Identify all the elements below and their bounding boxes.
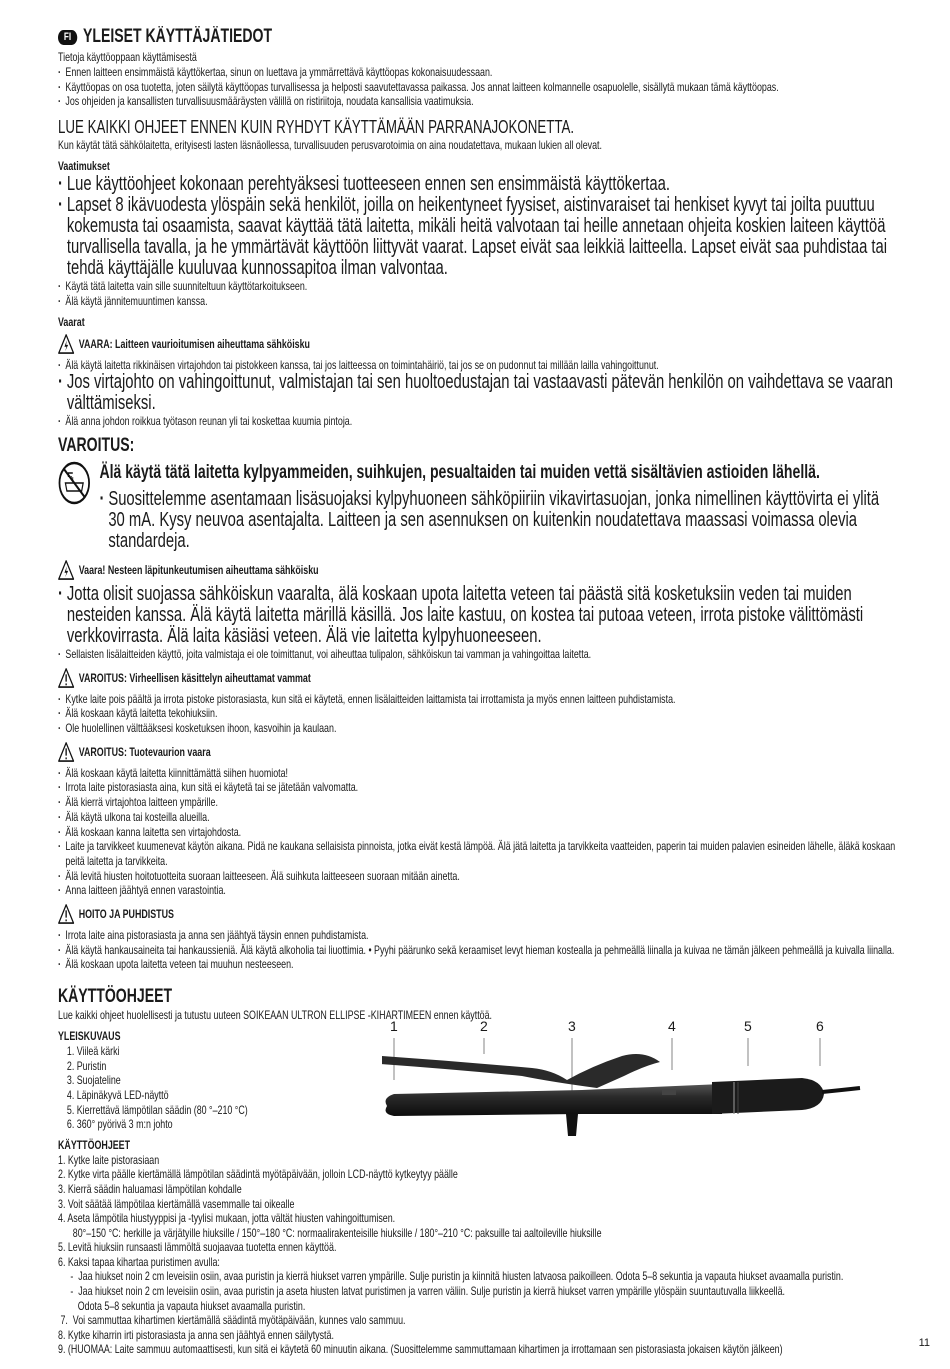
requirements-heading: Vaatimukset — [58, 159, 110, 174]
warning-liquid-list — [58, 584, 896, 662]
list-item: · Suosittelemme asentamaan lisäsuojaksi kylpyhuoneen sähköpiiriin vikavirtasuojan, jonka nimellinen käyttövirta ei ylitä 30 mA. Kysy neuvoa asentajalta. Laitteen ja sen asennuksen on kuitenkin noudatettava maassasi voimassa olevia standardeja. — [99, 489, 895, 552]
warning-cleaning-list — [58, 928, 896, 972]
list-item: · Älä koskaan kanna laitetta sen virtajohdosta. — [58, 825, 896, 840]
intro-list — [58, 65, 896, 109]
intro-heading: Tietoja käyttöoppaan käyttämisestä — [58, 50, 197, 64]
list-item: 7. Voi sammuttaa kihartimen kiertämällä säädintä myötäpäivään, kunnes valo sammuu. — [58, 1313, 406, 1328]
list-item: · Jotta olisit suojassa sähköiskun vaaralta, älä koskaan upota laitetta veteen tai päästä sitä kosketuksiin veden tai muiden nesteiden kanssa. Älä käytä laitetta märillä käsillä. Jos laite kastuu, on kostea tai putoaa veteen, irrota pistoke välittömästi verkkovirrasta. Älä laita käsiäsi veteen. Älä vie laitetta kylpyhuoneeseen. — [58, 584, 896, 647]
list-item: - Jaa hiukset noin 2 cm leveisiin osiin, avaa puristin ja aseta hiusten latvat puristimen ja varren väliin. Sulje puristin ja kierrä hiukset varren ympärille ylöspäin suuntautuvalla liikkeellä. — [58, 1284, 786, 1299]
bath-warning-title: Älä käytä tätä laitetta kylpyammeiden, suihkujen, pesualtaiden tai muiden vettä sisältävien astioiden lähellä. — [99, 461, 820, 483]
list-item: · Ole huolellinen välttääksesi kosketuksen ihoon, kasvoihin ja kaulaan. — [58, 721, 896, 736]
list-item: - Jaa hiukset noin 2 cm leveisiin osiin, avaa puristin ja kierrä hiukset varren ympärille. Sulje puristin ja kiinnitä hiusten latvaosa paikoilleen. Odota 5–8 sekuntia ja vapauta hiukset avaamalla puristin. — [58, 1269, 844, 1284]
list-item: 1. Kytke laite pistorasiaan — [58, 1152, 160, 1167]
list-item: 5. Kierrettävä lämpötilan säädin (80 °–210 °C) — [66, 1102, 248, 1117]
requirements-list — [58, 174, 896, 308]
warning-electric-list — [58, 358, 896, 429]
warning-text: HOITO JA PUHDISTUS — [78, 907, 174, 922]
product-figure — [382, 1018, 862, 1158]
list-item: 6. Kaksi tapaa kihartaa puristimen avulla: — [58, 1254, 220, 1269]
list-item: 3. Kierrä säädin haluamasi lämpötilan kohdalle — [58, 1181, 242, 1196]
list-item: · Lue käyttöohjeet kokonaan perehtyäksesi tuotteeseen ennen sen ensimmäistä käyttökertaa. — [58, 174, 896, 195]
list-item: 2. Puristin — [66, 1058, 107, 1073]
warning-icon — [58, 904, 74, 924]
list-item: 80°–150 °C: herkille ja värjätyille hiuksille / 150°–180 °C: normaalirakenteisille hiuksille / 180°–210 °C: paksuille tai aaltoileville hiuksille — [58, 1225, 602, 1240]
warning-product-list — [58, 766, 896, 898]
list-item: · Älä koskaan käytä laitetta tekohiuksiin. — [58, 706, 896, 721]
list-item: · Jos virtajohto on vahingoittunut, valmistajan tai sen huoltoedustajan tai vastaavasti pätevän henkilön on vaihdettava se vaaran välttämiseksi. — [58, 372, 896, 414]
list-item: 4. Läpinäkyvä LED-näyttö — [66, 1087, 169, 1102]
list-item: 2. Kytke virta päälle kiertämällä lämpötilan säädintä myötäpäivään, jolloin LCD-näyttö kytkeytyy päälle — [58, 1167, 458, 1182]
figure-label: 4 — [668, 1018, 676, 1034]
instructions-list — [58, 1153, 896, 1357]
list-item: · Lapset 8 ikävuodesta ylöspäin sekä henkilöt, joilla on heikentyneet fyysiset, aistinvaraiset tai henkiset kyvyt tai joilta puuttuu kokemusta tai osaamista, saavat käyttää tätä laitetta, mikäli heitä valvotaan tai heille annetaan ohjeita koskien laiteen käyttöä turvallisella tavalla, ja he ymmärtävät käyttöön liittyvät vaarat. Lapset eivät saa leikkiä laitteella. Lapset eivät saa puhdistaa tai tehdä käyttäjälle kuuluvaa kunnossapitoa ilman valvontaa. — [58, 195, 896, 279]
figure-label: 6 — [816, 1018, 824, 1034]
electric-warning-icon — [58, 560, 74, 580]
warning-handling — [58, 668, 896, 688]
warning-text: VAROITUS: Virheellisen käsittelyn aiheuttamat vammat — [78, 670, 311, 685]
list-item: 9. (HUOMAA: Laite sammuu automaattisesti, kun sitä ei käytetä 60 minuutin aikana. (Suosittelemme sammuttamaan kihartimen ja irrottamaan sen pistorasiasta jokaisen käytön jälkeen) — [58, 1342, 783, 1357]
list-item: 8. Kytke kiharrin irti pistorasiasta ja anna sen jäähtyä ennen säilytystä. — [58, 1327, 334, 1342]
list-item: 3. Voit säätää lämpötilaa kiertämällä vasemmalle tai oikealle — [58, 1196, 295, 1211]
no-bath-icon — [58, 461, 91, 505]
list-item: · Käytä tätä laitetta vain sille suunniteltuun käyttötarkoitukseen. — [58, 279, 896, 294]
page-number: 11 — [918, 1337, 930, 1349]
list-item: 1. Viileä kärki — [66, 1044, 120, 1059]
list-item: · Sellaisten lisälaitteiden käyttö, joita valmistaja ei ole toimittanut, voi aiheuttaa tulipalon, sähköiskun tai vamman ja vahingoittaa laitetta. — [58, 647, 896, 662]
warning-cleaning — [58, 904, 896, 924]
list-item: · Älä levitä hiusten hoitotuotteita suoraan laitteeseen. Älä suihkuta laitteeseen suoraan mitään ainetta. — [58, 869, 896, 884]
list-item: · Älä koskaan käytä laitetta kiinnittämättä siihen huomiota! — [58, 766, 896, 781]
bath-warning-block — [58, 461, 896, 552]
list-item: · Laite ja tarvikkeet kuumenevat käytön aikana. Pidä ne kaukana sellaisista pinnoista, jotka eivät kestä lämpöä. Älä jätä laitetta ja tarvikkeita vaatteiden, paperin tai muiden palavien esineiden lähelle, äläkä koskaan peitä laitetta ja tarvikkeita. — [58, 839, 896, 868]
figure-label: 3 — [568, 1018, 576, 1034]
page-title-text: YLEISET KÄYTTÄJÄTIEDOT — [82, 26, 273, 47]
list-item: · Älä käytä hankausaineita tai hankaussieniä. Älä käytä alkoholia tai liuottimia. • Pyyhi päärunko sekä keraamiset levyt hieman kostealla ja pehmeällä liinalla ja kuivaa ne tämän jälkeen pehmeällä ja kuivalla liinalla. — [58, 943, 896, 958]
list-item: · Käyttöopas on osa tuotetta, joten säilytä käyttöopas turvallisessa ja helposti saavutettavassa paikassa. Jos annat laitteen kolmannelle osapuolelle, sisällytä mukaan tämä käyttöopas. — [58, 80, 896, 95]
usage-subtitle: Lue kaikki ohjeet huolellisesti ja tutustu uuteen SOIKEAAN ULTRON ELLIPSE -KIHARTIMEEN ennen käyttöä. — [58, 1008, 493, 1023]
list-item: · Irrota laite aina pistorasiasta ja anna sen jäähtyä täysin ennen puhdistamista. — [58, 928, 896, 943]
list-item: Odota 5–8 sekuntia ja vapauta hiukset avaamalla puristin. — [58, 1298, 306, 1313]
language-badge: FI — [58, 30, 77, 45]
list-item: · Älä anna johdon roikkua työtason reunan yli tai koskettaa kuumia pintoja. — [58, 414, 896, 429]
list-item: · Älä käytä laitetta rikkinäisen virtajohdon tai pistokkeen kanssa, tai jos laitteessa on toimintahäiriö, tai jos se on pudonnut tai millään lailla vahingoittunut. — [58, 358, 896, 373]
usage-title: KÄYTTÖOHJEET — [58, 986, 173, 1008]
warning-icon — [58, 668, 74, 688]
warning-electric — [58, 334, 896, 354]
page-title — [58, 26, 896, 48]
read-all-subtext: Kun käytät tätä sähkölaitetta, erityisesti lasten läsnäollessa, turvallisuuden perusvarotoimia on aina noudatettava, mukaan lukien all olevat. — [58, 138, 602, 153]
list-item: 5. Levitä hiuksiin runsaasti lämmöltä suojaavaa tuotetta ennen käyttöä. — [58, 1240, 337, 1255]
list-item: · Ennen laitteen ensimmäistä käyttökertaa, sinun on luettava ja ymmärrettävä käyttöopas kokonaisuudessaan. — [58, 65, 896, 80]
list-item: 3. Suojateline — [66, 1073, 121, 1088]
curling-iron-illustration — [382, 1018, 862, 1158]
list-item: · Kytke laite pois päältä ja irrota pistoke pistorasiasta, kun sitä ei käytetä, ennen lisälaitteiden laittamista tai irrottamista ja myös ennen laitteen puhdistamista. — [58, 692, 896, 707]
overview-heading: YLEISKUVAUS — [58, 1029, 121, 1044]
warning-handling-list — [58, 692, 896, 736]
figure-label: 5 — [744, 1018, 752, 1034]
list-item: · Älä käytä ulkona tai kosteilla alueilla. — [58, 810, 896, 825]
list-item: 4. Aseta lämpötila hiustyyppisi ja -tyylisi mukaan, jotta vältät hiusten vahingoittumisen. — [58, 1211, 396, 1226]
warning-product — [58, 742, 896, 762]
list-item: 6. 360° pyörivä 3 m:n johto — [66, 1117, 173, 1132]
varoitus-heading: VAROITUS: — [58, 434, 135, 456]
list-item: · Älä kierrä virtajohtoa laitteen ympärille. — [58, 795, 896, 810]
list-item: · Jos ohjeiden ja kansallisten turvallisuusmääräysten välillä on ristiriitoja, noudata kansallisia vaatimuksia. — [58, 94, 896, 109]
list-item: · Anna laitteen jäähtyä ennen varastointia. — [58, 883, 896, 898]
figure-label: 1 — [390, 1018, 398, 1034]
list-item: · Irrota laite pistorasiasta aina, kun sitä ei käytetä tai se jätetään valvomatta. — [58, 780, 896, 795]
warning-text: VAARA: Laitteen vaurioitumisen aiheuttama sähköisku — [78, 336, 310, 351]
list-item: · Älä koskaan upota laitetta veteen tai muuhun nesteeseen. — [58, 957, 896, 972]
dangers-heading: Vaarat — [58, 314, 85, 329]
instructions-heading: KÄYTTÖOHJEET — [58, 1137, 131, 1152]
warning-icon — [58, 742, 74, 762]
warning-text: VAROITUS: Tuotevaurion vaara — [78, 744, 211, 759]
warning-liquid — [58, 560, 896, 580]
list-item: · Älä käytä jännitemuuntimen kanssa. — [58, 294, 896, 309]
warning-text: Vaara! Nesteen läpitunkeutumisen aiheuttama sähköisku — [78, 562, 319, 577]
read-all-heading: LUE KAIKKI OHJEET ENNEN KUIN RYHDYT KÄYTTÄMÄÄN PARRANAJOKONETTA. — [58, 117, 575, 138]
figure-label: 2 — [480, 1018, 488, 1034]
electric-warning-icon — [58, 334, 74, 354]
